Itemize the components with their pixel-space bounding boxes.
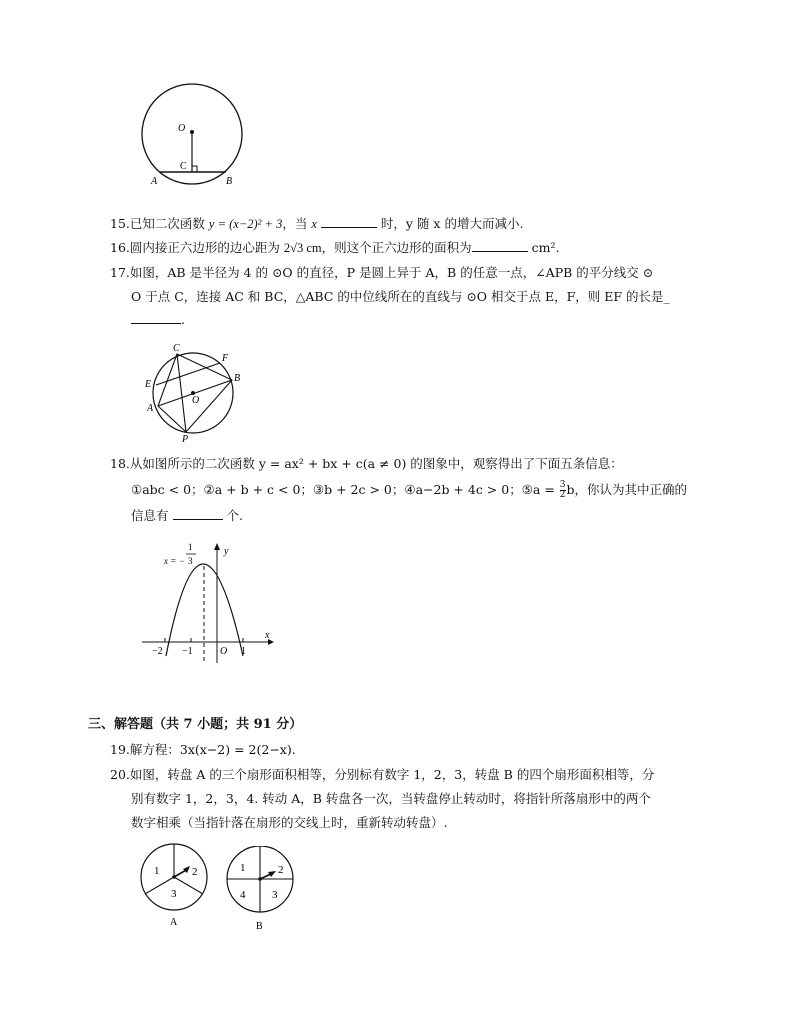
label-f: F bbox=[222, 353, 229, 364]
q20-text-1: 如图，转盘 A 的三个扇形面积相等，分别标有数字 1，2，3，转盘 B 的四个扇形面积相等，分 bbox=[129, 767, 655, 782]
label-origin: O bbox=[220, 646, 228, 657]
q15-answer-blank[interactable] bbox=[321, 215, 377, 228]
q18-answer-blank[interactable] bbox=[173, 507, 223, 520]
q18-text-3-pre: 信息有 bbox=[131, 508, 169, 523]
label-x-axis: x bbox=[265, 630, 270, 641]
question-20-line2 bbox=[131, 790, 651, 808]
spinner-a-sector-3: 3 bbox=[171, 888, 177, 900]
label-x-eq: x = − bbox=[164, 556, 185, 566]
q17-text-3: . bbox=[181, 312, 185, 327]
label-1: 1 bbox=[241, 646, 246, 657]
question-18-line2 bbox=[131, 481, 687, 500]
q20-text-3: 数字相乘（当指针落在扇形的交线上时，重新转动转盘）. bbox=[131, 815, 448, 830]
q18-frac-den: 2 bbox=[559, 490, 566, 500]
label-frac-den: 3 bbox=[188, 556, 193, 566]
q16-answer-blank[interactable] bbox=[472, 239, 528, 252]
spinner-a-sector-2: 2 bbox=[192, 866, 198, 878]
question-20-line1 bbox=[110, 766, 654, 784]
label-a: A bbox=[151, 176, 158, 187]
question-17-line1 bbox=[110, 264, 653, 282]
label-c: C bbox=[180, 161, 187, 172]
question-17-line2 bbox=[131, 288, 670, 306]
q18-text-2: ①abc < 0；②a + b + c < 0；③b + 2c > 0；④a−2b + 4c > 0；⑤a = bbox=[131, 482, 559, 497]
question-16 bbox=[110, 239, 560, 257]
spinner-b-sector-4: 4 bbox=[240, 889, 246, 901]
label-e: E bbox=[145, 379, 152, 390]
label-minus-2: −2 bbox=[152, 646, 163, 657]
figure-inscribed-quadrilateral bbox=[140, 340, 250, 445]
spinner-b-label: B bbox=[256, 921, 263, 932]
section-title: 三、解答题（共 7 小题；共 91 分） bbox=[88, 717, 303, 732]
q16-number: 16. bbox=[110, 240, 130, 255]
q17-text-1: 如图，AB 是半径为 4 的 ⊙O 的直径，P 是圆上异于 A，B 的任意一点，∠APB 的平分线交 ⊙ bbox=[129, 265, 654, 280]
label-frac-num: 1 bbox=[188, 542, 193, 552]
q15-mid: ，当 bbox=[282, 216, 308, 231]
q17-number: 17. bbox=[110, 265, 130, 280]
label-o: O bbox=[192, 395, 200, 406]
q15-x: x bbox=[311, 217, 317, 231]
spinner-b-sector-3: 3 bbox=[272, 889, 278, 901]
spinner-b-sector-1: 1 bbox=[240, 862, 246, 874]
figure-circle-chord bbox=[130, 82, 250, 192]
q19-number: 19. bbox=[110, 742, 130, 757]
q16-pre: 圆内接正六边形的边心距为 bbox=[129, 240, 280, 255]
q18-text-3-post: 个. bbox=[226, 508, 243, 523]
q16-unit: cm². bbox=[531, 240, 560, 255]
q17-answer-blank[interactable] bbox=[131, 311, 181, 324]
figure-parabola-graph bbox=[140, 538, 280, 668]
spinner-a-sector-1: 1 bbox=[154, 865, 160, 877]
label-c: C bbox=[173, 343, 180, 354]
label-a: A bbox=[147, 403, 154, 414]
q18-text-1: 从如图所示的二次函数 y = ax² + bx + c(a ≠ 0) 的图象中，观察得出了下面五条信息： bbox=[129, 456, 623, 471]
spinner-a bbox=[136, 842, 216, 932]
q18-number: 18. bbox=[110, 456, 130, 471]
q15-pre: 已知二次函数 bbox=[129, 216, 205, 231]
label-p: P bbox=[182, 434, 189, 445]
q18-frac-num: 3 bbox=[559, 480, 566, 490]
q20-number: 20. bbox=[110, 767, 130, 782]
q17-text-2: O 于点 C，连接 AC 和 BC，△ABC 的中位线所在的直线与 ⊙O 相交于点 E，F，则 EF 的长是_ bbox=[131, 289, 670, 304]
question-18-line3 bbox=[131, 507, 243, 525]
question-19 bbox=[110, 741, 296, 759]
q15-number: 15. bbox=[110, 216, 130, 231]
label-b: B bbox=[226, 176, 233, 187]
q16-value: 2√3 cm bbox=[283, 241, 322, 255]
spinner-b bbox=[222, 846, 302, 936]
spinner-b-sector-2: 2 bbox=[278, 864, 284, 876]
question-18-line1 bbox=[110, 455, 623, 473]
question-20-line3 bbox=[131, 814, 447, 832]
q15-expr: y = (x−2)² + 3 bbox=[208, 217, 283, 231]
q16-mid: ，则这个正六边形的面积为 bbox=[321, 240, 472, 255]
spinner-a-label: A bbox=[170, 917, 178, 928]
q18-text-2-post: b，你认为其中正确的 bbox=[566, 482, 688, 497]
label-y-axis: y bbox=[224, 546, 229, 557]
label-b: B bbox=[234, 373, 241, 384]
label-o: O bbox=[178, 123, 186, 134]
q19-text: 解方程：3x(x−2) = 2(2−x). bbox=[129, 742, 296, 757]
q20-text-2: 别有数字 1，2，3，4. 转动 A，B 转盘各一次，当转盘停止转动时，将指针所落扇形中的两个 bbox=[131, 791, 651, 806]
question-17-line3 bbox=[131, 311, 185, 329]
q15-post: 时，y 随 x 的增大而减小. bbox=[380, 216, 524, 231]
label-minus-1: −1 bbox=[182, 646, 193, 657]
question-15 bbox=[110, 215, 523, 233]
